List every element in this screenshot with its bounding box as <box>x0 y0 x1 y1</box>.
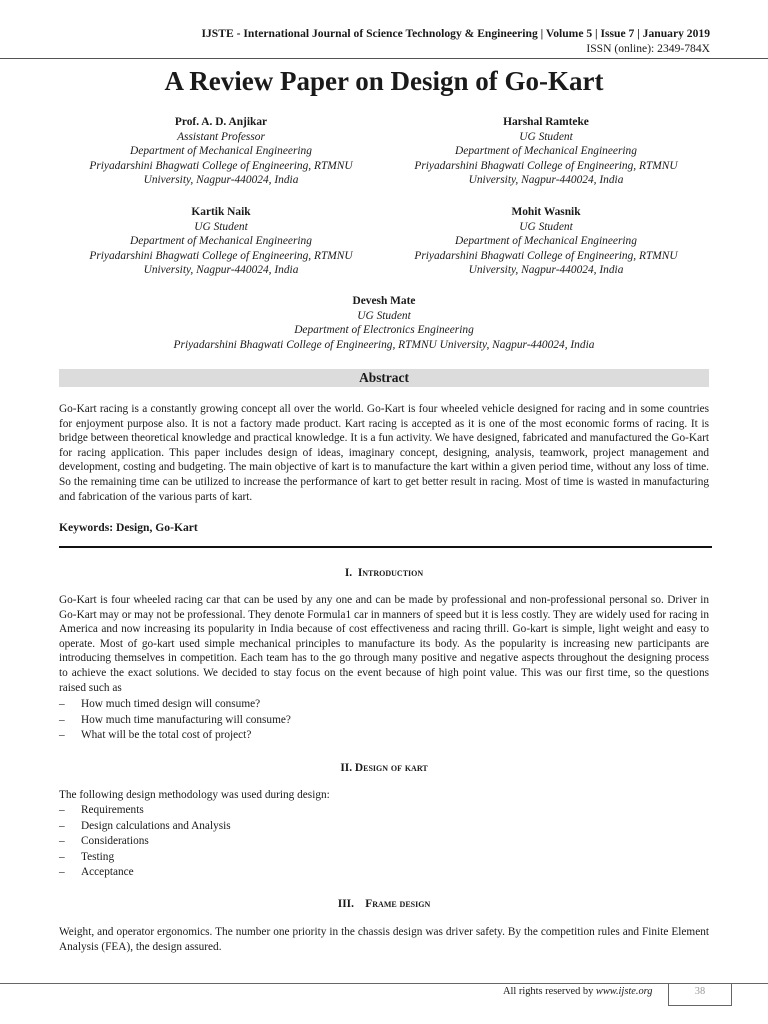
author-inst: Priyadarshini Bhagwati College of Engineering, RTMNU University, Nagpur-440024, India <box>173 338 595 351</box>
author-inst-city: University, Nagpur-440024, India <box>468 264 624 277</box>
author-mate <box>84 294 684 352</box>
design-methodology-list <box>59 803 231 881</box>
author-dept: Department of Mechanical Engineering <box>455 145 637 158</box>
author-inst: Priyadarshini Bhagwati College of Engineering, RTMNU <box>89 249 353 262</box>
author-role: UG Student <box>194 220 248 233</box>
dash-bullet-icon: – <box>59 804 65 816</box>
footer-rule <box>0 983 768 984</box>
list-item: – How much time manufacturing will consume? <box>59 713 291 729</box>
list-item: – Requirements <box>59 803 231 819</box>
author-dept: Department of Electronics Engineering <box>294 324 474 337</box>
author-wasnik <box>376 205 716 278</box>
author-name: Devesh Mate <box>352 295 416 307</box>
header-rule <box>0 58 768 59</box>
author-inst-city: University, Nagpur-440024, India <box>143 264 299 277</box>
footer-site-link[interactable]: www.ijste.org <box>595 986 653 997</box>
frame-text: Weight, and operator ergonomics. The number one priority in the chassis design was driver safety. By the competition rules and Finite Element Analysis (FEA), the design assured. <box>59 926 709 953</box>
author-naik <box>51 205 391 278</box>
author-role: UG Student <box>357 309 411 322</box>
author-inst: Priyadarshini Bhagwati College of Engineering, RTMNU <box>414 159 678 172</box>
author-name: Prof. A. D. Anjikar <box>174 116 268 128</box>
author-dept: Department of Mechanical Engineering <box>130 235 312 248</box>
author-inst-city: University, Nagpur-440024, India <box>468 174 624 187</box>
author-ramteke <box>376 115 716 188</box>
list-item: – How much timed design will consume? <box>59 697 291 713</box>
issn-line: ISSN (online): 2349-784X <box>586 42 710 55</box>
dash-bullet-icon: – <box>59 819 65 832</box>
author-inst: Priyadarshini Bhagwati College of Engineering, RTMNU <box>414 249 678 262</box>
author-role: UG Student <box>519 220 573 233</box>
journal-header: IJSTE - International Journal of Science Technology & Engineering | Volume 5 | Issue 7 | January 2019 <box>201 27 710 40</box>
author-dept: Department of Mechanical Engineering <box>130 145 312 158</box>
abstract-text: Go-Kart racing is a constantly growing concept all over the world. Go-Kart is four wheeled vehicle designed for racing and in some countries for enjoyment purpose also. It is not a factory made product. Kart racing is accepted as it is one of the most economic forms of racing. It is bridge between theoretical knowledge and practical knowledge. It is a fun activity. We have designed, fabricated and manufactured the Go-Kart for racing application. This paper includes design of ideas, imaginary concept, designing, analysis, teamwork, project management and development, costing and budgeting. The main objective of kart is to manufacture the kart within a given period time, without any loss of time. So the remaining time can be utilized to increase the performance of kart to get better result in racing. Most of time is wasted in manufacturing and fabrication of the various parts of kart. <box>59 403 709 503</box>
page-number: 38 <box>668 983 732 1006</box>
author-role: Assistant Professor <box>177 130 265 143</box>
keywords: Keywords: Design, Go-Kart <box>59 521 198 534</box>
list-item: – What will be the total cost of project? <box>59 728 291 744</box>
dash-bullet-icon: – <box>59 698 65 710</box>
dash-bullet-icon: – <box>59 713 65 726</box>
list-item: – Testing <box>59 850 231 866</box>
footer-copyright: All rights reserved by www.ijste.org <box>503 986 653 997</box>
author-name: Kartik Naik <box>191 206 251 218</box>
section-heading-design: II. Design of kart <box>340 762 428 774</box>
author-name: Harshal Ramteke <box>503 116 589 128</box>
list-item: – Acceptance <box>59 865 231 881</box>
abstract-heading: Abstract <box>59 369 709 387</box>
author-dept: Department of Mechanical Engineering <box>455 235 637 248</box>
dash-bullet-icon: – <box>59 850 65 863</box>
design-text: The following design methodology was used during design: <box>59 789 330 801</box>
abstract-divider <box>59 546 712 548</box>
dash-bullet-icon: – <box>59 729 65 742</box>
author-inst-city: University, Nagpur-440024, India <box>143 174 299 187</box>
section-heading-introduction: I. Introduction <box>344 567 424 579</box>
author-role: UG Student <box>519 130 573 143</box>
introduction-question-list <box>59 697 291 744</box>
dash-bullet-icon: – <box>59 835 65 848</box>
author-name: Mohit Wasnik <box>511 206 581 218</box>
author-inst: Priyadarshini Bhagwati College of Engineering, RTMNU <box>89 159 353 172</box>
author-anjikar <box>51 115 391 188</box>
section-heading-frame: III. Frame design <box>337 898 431 910</box>
list-item: – Design calculations and Analysis <box>59 819 231 835</box>
footer-corner-rule <box>730 983 768 984</box>
list-item: – Considerations <box>59 834 231 850</box>
paper-title: A Review Paper on Design of Go-Kart <box>164 66 604 96</box>
dash-bullet-icon: – <box>59 866 65 879</box>
introduction-text: Go-Kart is four wheeled racing car that can be used by any one and can be made by professional and non-professional personal so. Driver in Go-Kart may or may not be professional. They denote Formula1 car in manners of speed but it is less costly. They are widely used for racing in America and now increasing its popularity in India because of cost effectiveness and racing thrill. Go-kart is simple, light weight and easy to operate. Most of go-kart used simple mechanical principles to manufacture its body. As the popularity is increasing new participants are introducing themselves in competition. Each team has to the go through many positive and negative aspects throughout the designing process to achieve the exact solutions. We decided to stay focus on the event because of high point value. This was our first time, so the questions raised such as <box>59 594 709 694</box>
